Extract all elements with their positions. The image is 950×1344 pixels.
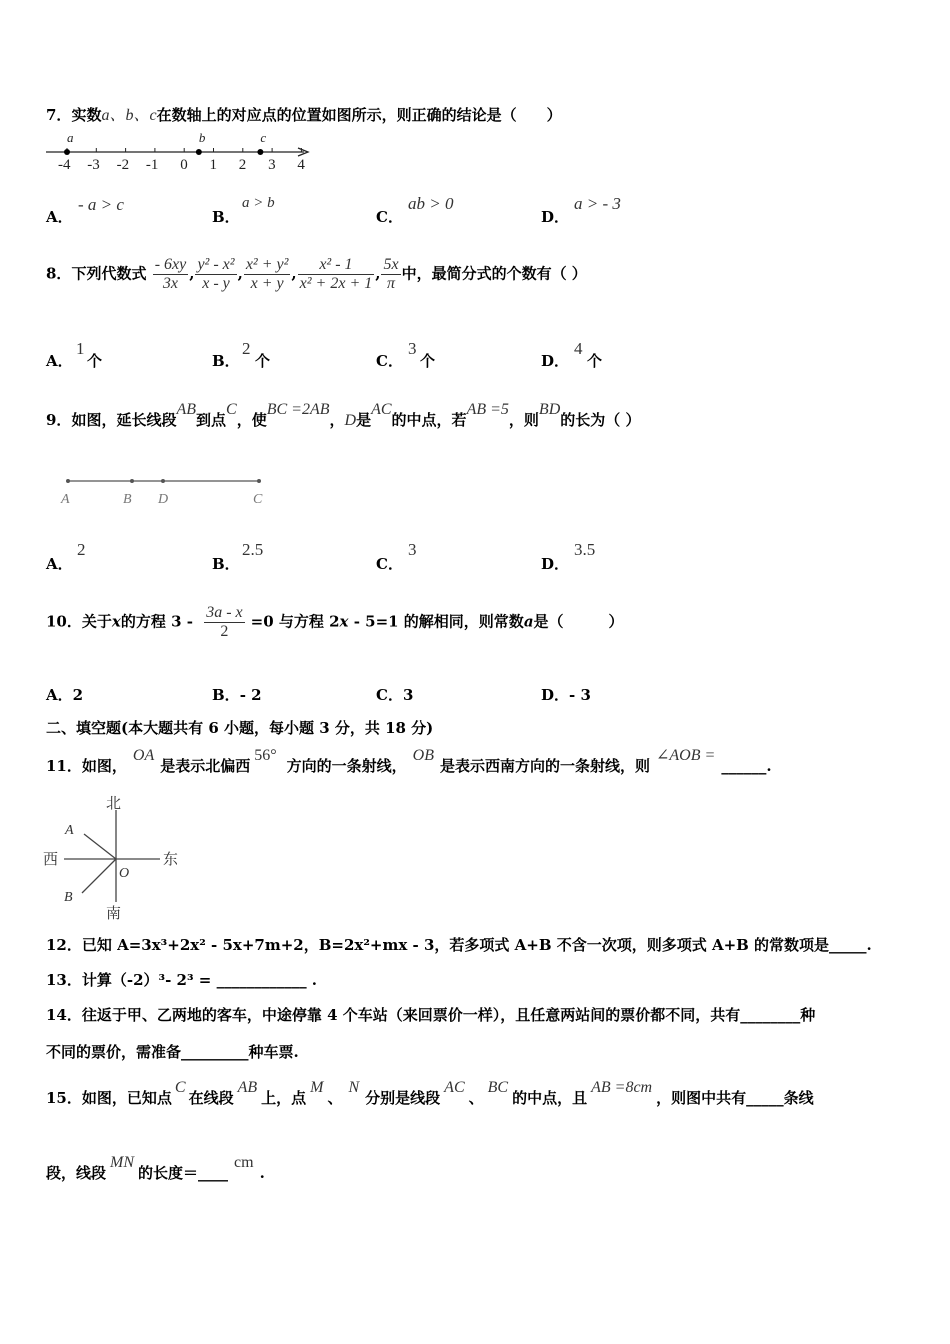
q7-option-c-value: ab > 0 (408, 194, 454, 213)
question-10-stem: 10．关于x的方程 3 - $\frac{3a - x}{2}$ =0 与方程 2x - 5=1 的解相同，则常数a是（ ） (46, 604, 624, 640)
point-c (257, 479, 261, 483)
tick-label-1: 1 (209, 157, 217, 173)
q9-option-d-letter[interactable]: D． (541, 555, 570, 573)
question-14-line-1: 14．往返于甲、乙两地的客车，中途停靠 4 个车站（来回票价一样），且任意两站间的票价都不同，共有________种 (46, 1006, 816, 1024)
compass-figure (40, 794, 190, 920)
q8-option-b-value: 2 (242, 339, 251, 358)
tick-label-0: 0 (180, 157, 188, 173)
q7-vars: a、b、c (101, 107, 157, 124)
point-b (196, 149, 202, 155)
q7-option-a-value: - a > c (78, 195, 124, 214)
question-8-stem: 8．下列代数式 $\frac{- 6xy}{3x}$ , $\frac{\text{y² - x²}}{x - y}$ , $\frac{\text{x² + y²}}{x + y}$ , $\frac{\text{x² - 1}}{\text{x² + 2x + 1}}$ , $\frac{5x}{\pi}$ 中，最简分式的个数有（ ） (46, 256, 587, 292)
q7-option-b-value: a > b (242, 195, 275, 211)
point-label-b: b (198, 130, 206, 145)
question-7-stem: 7．实数a、b、c在数轴上的对应点的位置如图所示，则正确的结论是（ ） (46, 106, 562, 124)
q8-option-b-unit: 个 (255, 352, 271, 370)
east-label: 东 (163, 852, 179, 868)
number-line-figure (42, 128, 318, 174)
ray-ob (82, 859, 116, 893)
point-a (64, 149, 70, 155)
q7-option-c-letter[interactable]: C． (376, 208, 403, 226)
north-label: 北 (106, 796, 122, 812)
q8-option-d[interactable]: D． (541, 352, 570, 370)
q10-option-a[interactable]: A．2 (46, 686, 84, 704)
q8-option-a-unit: 个 (87, 352, 103, 370)
question-15-line-2: 段，线段MN的长度＝____cm. (46, 1154, 265, 1182)
fraction-3: $\frac{\text{x² + y²}}{x + y}$ (245, 256, 289, 292)
fraction-5: $\frac{5x}{\pi}$ (383, 256, 399, 292)
segment-figure (56, 472, 276, 512)
point-d (161, 479, 165, 483)
q8-option-c-unit: 个 (420, 352, 436, 370)
point-label-c: c (260, 130, 267, 145)
q9-option-a-value: 2 (77, 540, 86, 559)
question-11-stem: 11．如图，OA是表示北偏西56°方向的一条射线，OB是表示西南方向的一条射线，则∠AOB =______. (46, 747, 772, 775)
question-14-line-2: 不同的票价，需准备_________种车票. (46, 1043, 299, 1061)
question-13: 13．计算（-2）³- 2³ = ____________ . (46, 971, 318, 989)
q7-option-b-letter[interactable]: B． (212, 208, 240, 226)
q8-option-d-value: 4 (574, 339, 583, 358)
q7-option-a-letter[interactable]: A． (46, 208, 73, 226)
west-label: 西 (43, 852, 59, 868)
q8-option-a[interactable]: A． (46, 352, 73, 370)
q9-option-b-value: 2.5 (242, 540, 264, 559)
fraction-1: $\frac{- 6xy}{3x}$ (154, 256, 187, 292)
question-9-stem: 9．如图，延长线段AB到点C，使BC =2AB，D是AC的中点，若AB =5，则BD的长为（ ） (46, 401, 641, 429)
point-a (66, 479, 70, 483)
tick-label-3: 3 (268, 157, 276, 173)
q10-option-d[interactable]: D．- 3 (541, 686, 591, 704)
point-c (257, 149, 263, 155)
q8-option-c[interactable]: C． (376, 352, 403, 370)
ray-oa (84, 834, 116, 859)
tick-label--4: -4 (58, 157, 71, 173)
q10-fraction: $\frac{3a - x}{2}$ (206, 604, 243, 640)
label-a: A (65, 823, 74, 838)
q9-option-b-letter[interactable]: B． (212, 555, 240, 573)
label-o: O (119, 866, 130, 881)
label-a: A (61, 492, 70, 507)
tick-label--1: -1 (145, 157, 159, 173)
south-label: 南 (106, 906, 122, 920)
q9-option-c-value: 3 (408, 540, 417, 559)
point-b (130, 479, 134, 483)
tick-label--3: -3 (87, 157, 100, 173)
fraction-2: $\frac{\text{y² - x²}}{x - y}$ (197, 256, 235, 292)
tick-label--2: -2 (116, 157, 130, 173)
question-12: 12．已知 A=3x³+2x² - 5x+7m+2，B=2x²+mx - 3，若多项式 A+B 不含一次项，则多项式 A+B 的常数项是_____. (46, 936, 872, 954)
q7-option-d-value: a > - 3 (574, 194, 621, 213)
tick-label-4: 4 (297, 157, 305, 173)
q8-option-d-unit: 个 (587, 352, 603, 370)
q8-option-b[interactable]: B． (212, 352, 240, 370)
q10-option-c[interactable]: C．3 (376, 686, 414, 704)
q8-option-a-value: 1 (76, 339, 85, 358)
label-b: B (123, 492, 132, 507)
tick-label-2: 2 (238, 157, 247, 173)
section-2-heading: 二、填空题(本大题共有 6 小题，每小题 3 分，共 18 分) (46, 719, 434, 737)
label-b: B (64, 890, 73, 905)
q7-option-d-letter[interactable]: D． (541, 208, 570, 226)
question-15-line-1: 15．如图，已知点C在线段AB上，点M、N分别是线段AC、BC的中点，且AB =8cm，则图中共有_____条线 (46, 1079, 814, 1107)
label-c: C (253, 492, 263, 507)
q8-option-c-value: 3 (408, 339, 417, 358)
point-label-a: a (67, 130, 74, 145)
label-d: D (158, 492, 169, 507)
fraction-4: $\frac{\text{x² - 1}}{\text{x² + 2x + 1}}$ (299, 256, 373, 292)
q9-option-a-letter[interactable]: A． (46, 555, 73, 573)
q9-option-d-value: 3.5 (574, 540, 596, 559)
q10-option-b[interactable]: B．- 2 (212, 686, 262, 704)
q9-option-c-letter[interactable]: C． (376, 555, 403, 573)
